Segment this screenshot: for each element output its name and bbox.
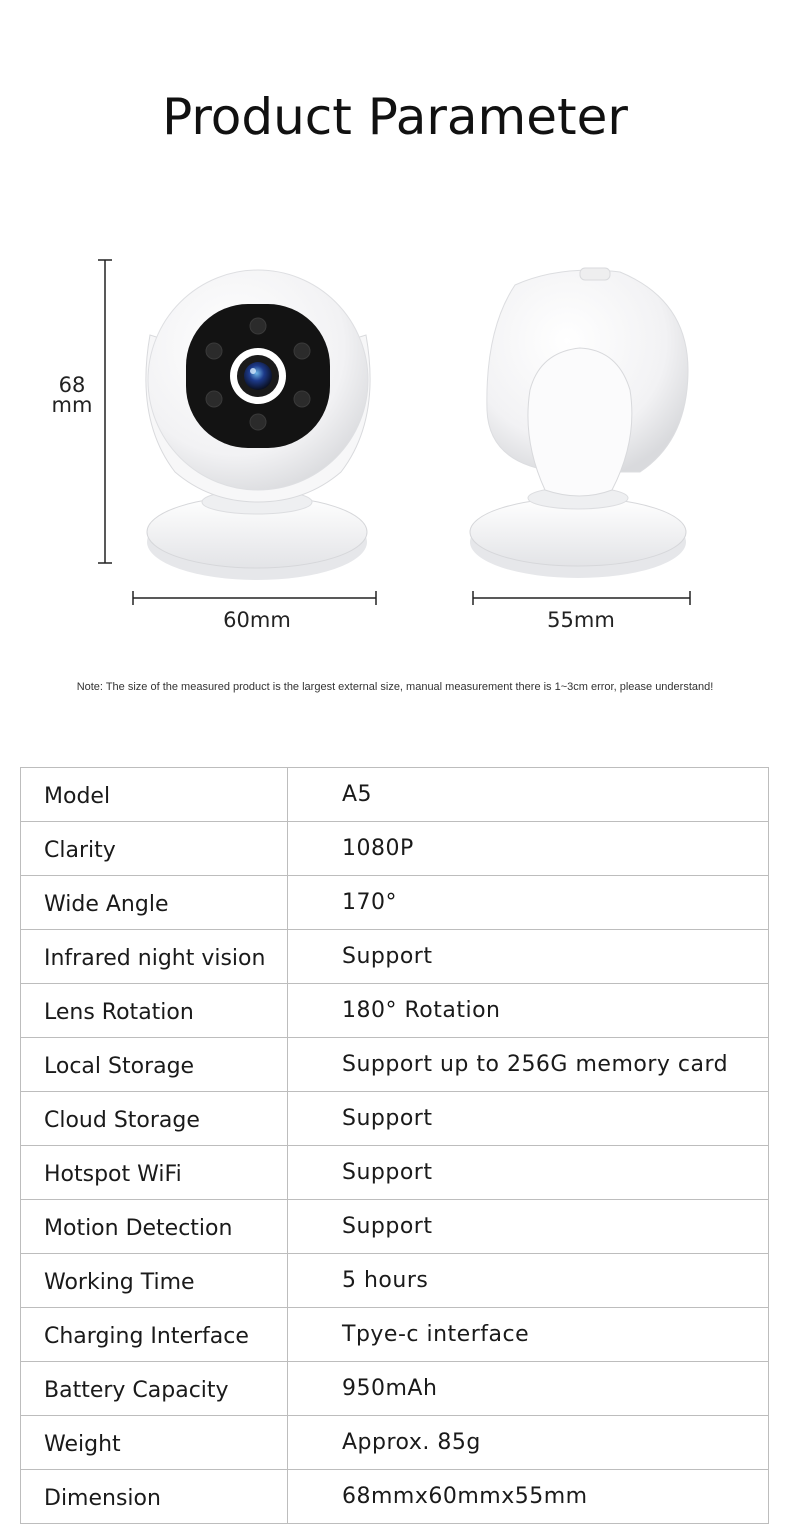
- page-title: Product Parameter: [162, 88, 628, 146]
- height-unit: mm: [51, 393, 93, 417]
- table-row: [21, 1146, 769, 1200]
- spec-value: Support: [288, 1200, 769, 1254]
- spec-label: Weight: [21, 1416, 288, 1470]
- spec-label: Dimension: [21, 1470, 288, 1524]
- spec-value: 68mmx60mmx55mm: [288, 1470, 769, 1524]
- depth-dimension-line: [473, 591, 690, 605]
- table-row: [21, 1092, 769, 1146]
- table-row: [21, 1470, 769, 1524]
- spec-value: Tpye-c interface: [288, 1308, 769, 1362]
- camera-side-view: [470, 268, 688, 578]
- spec-label: Clarity: [21, 822, 288, 876]
- spec-label: Local Storage: [21, 1038, 288, 1092]
- spec-value: 1080P: [288, 822, 769, 876]
- table-row: [21, 1038, 769, 1092]
- spec-label: Infrared night vision: [21, 930, 288, 984]
- product-dimension-figure: [0, 240, 790, 660]
- camera-illustration: [0, 240, 790, 660]
- table-row: [21, 876, 769, 930]
- table-row: [21, 1308, 769, 1362]
- table-row: [21, 822, 769, 876]
- spec-value: Approx. 85g: [288, 1416, 769, 1470]
- spec-label: Model: [21, 768, 288, 822]
- table-row: [21, 1254, 769, 1308]
- spec-value: Support: [288, 1092, 769, 1146]
- spec-label: Battery Capacity: [21, 1362, 288, 1416]
- table-row: [21, 984, 769, 1038]
- spec-label: Working Time: [21, 1254, 288, 1308]
- spec-label: Hotspot WiFi: [21, 1146, 288, 1200]
- spec-value: Support up to 256G memory card: [288, 1038, 769, 1092]
- front-width-label: 60mm: [223, 608, 291, 632]
- spec-label: Motion Detection: [21, 1200, 288, 1254]
- spec-label: Charging Interface: [21, 1308, 288, 1362]
- spec-value: 170°: [288, 876, 769, 930]
- spec-label: Lens Rotation: [21, 984, 288, 1038]
- spec-value: Support: [288, 930, 769, 984]
- height-label: [40, 375, 104, 415]
- spec-table: [20, 767, 769, 1524]
- table-row: [21, 768, 769, 822]
- spec-value: A5: [288, 768, 769, 822]
- camera-front-view: [146, 270, 370, 580]
- spec-value: 950mAh: [288, 1362, 769, 1416]
- spec-value: 5 hours: [288, 1254, 769, 1308]
- side-depth-label: 55mm: [547, 608, 615, 632]
- spec-label: Cloud Storage: [21, 1092, 288, 1146]
- table-row: [21, 1416, 769, 1470]
- table-row: [21, 930, 769, 984]
- spec-value: Support: [288, 1146, 769, 1200]
- width-dimension-line: [133, 591, 376, 605]
- table-row: [21, 1362, 769, 1416]
- measurement-note: Note: The size of the measured product is the largest external size, manual measurement there is 1~3cm error, please understand!: [76, 681, 714, 693]
- height-value: 68: [58, 373, 86, 397]
- spec-label: Wide Angle: [21, 876, 288, 930]
- spec-value: 180° Rotation: [288, 984, 769, 1038]
- table-row: [21, 1200, 769, 1254]
